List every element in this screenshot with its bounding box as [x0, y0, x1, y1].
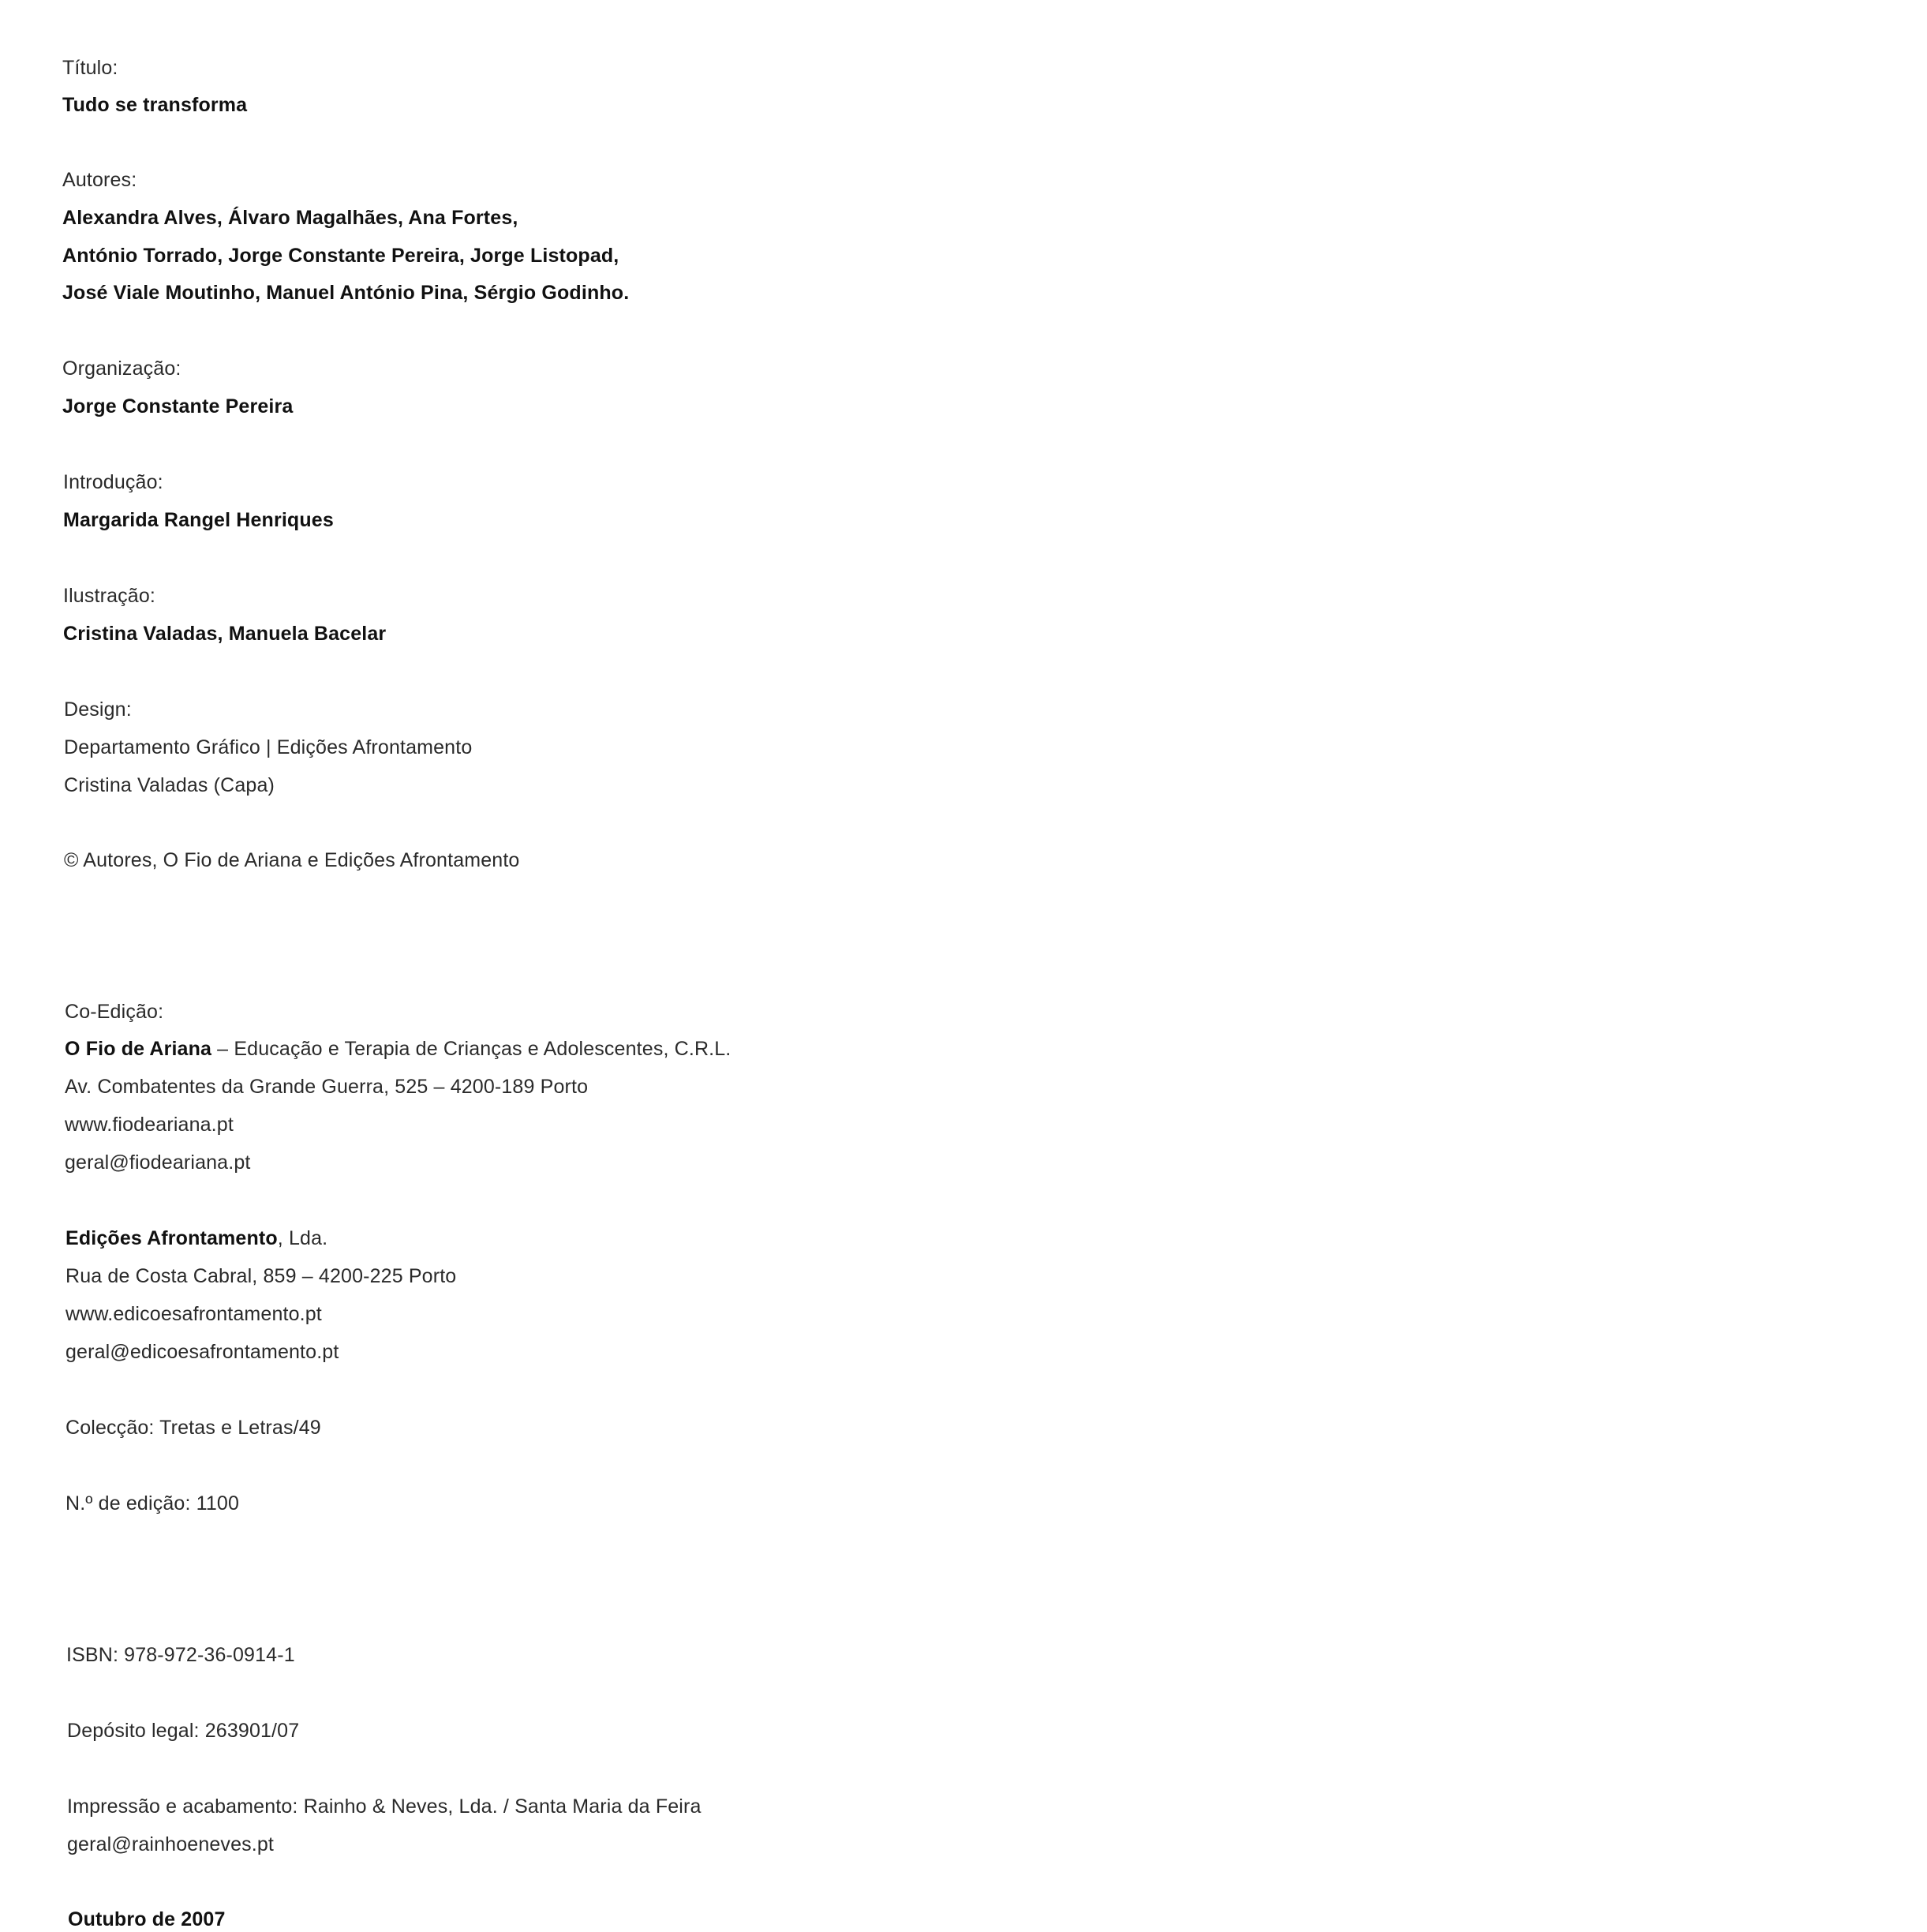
title-label: Título: — [62, 57, 118, 79]
afrontamento-email: geral@edicoesafrontamento.pt — [65, 1341, 339, 1363]
fio-de-ariana-address: Av. Combatentes da Grande Guerra, 525 – 4200-189 Porto — [65, 1076, 589, 1098]
edition-number: N.º de edição: 1100 — [65, 1492, 240, 1515]
organization-label: Organização: — [62, 358, 181, 380]
fio-de-ariana-email: geral@fiodeariana.pt — [65, 1151, 251, 1174]
design-line-1: Departamento Gráfico | Edições Afrontamento — [64, 736, 473, 758]
copyright-notice: © Autores, O Fio de Ariana e Edições Afrontamento — [64, 849, 520, 871]
organization-value: Jorge Constante Pereira — [62, 395, 294, 417]
authors-line-3: José Viale Moutinho, Manuel António Pina, Sérgio Godinho. — [62, 282, 630, 304]
fio-de-ariana-description: – Educação e Terapia de Crianças e Adolescentes, C.R.L. — [211, 1038, 732, 1060]
collection-line: Colecção: Tretas e Letras/49 — [65, 1417, 321, 1439]
illustration-value: Cristina Valadas, Manuela Bacelar — [63, 623, 387, 645]
afrontamento-address: Rua de Costa Cabral, 859 – 4200-225 Porto — [65, 1265, 457, 1287]
printing-email: geral@rainhoeneves.pt — [67, 1833, 275, 1855]
design-line-2: Cristina Valadas (Capa) — [64, 774, 275, 796]
illustration-label: Ilustração: — [63, 585, 155, 607]
publication-date: Outubro de 2007 — [68, 1908, 226, 1930]
introduction-label: Introdução: — [63, 471, 163, 493]
authors-line-1: Alexandra Alves, Álvaro Magalhães, Ana Fortes, — [62, 207, 518, 229]
fio-de-ariana-name: O Fio de Ariana — [65, 1038, 212, 1060]
authors-line-2: António Torrado, Jorge Constante Pereira, Jorge Listopad, — [62, 245, 619, 267]
authors-label: Autores: — [62, 169, 137, 191]
afrontamento-name: Edições Afrontamento — [65, 1227, 278, 1249]
coedition-label: Co-Edição: — [65, 1001, 164, 1023]
introduction-value: Margarida Rangel Henriques — [63, 509, 334, 531]
fio-de-ariana-website: www.fiodeariana.pt — [65, 1114, 234, 1136]
isbn: ISBN: 978-972-36-0914-1 — [66, 1644, 295, 1666]
coedition-fio-line — [65, 1036, 731, 1061]
afrontamento-website: www.edicoesafrontamento.pt — [65, 1303, 322, 1325]
design-label: Design: — [64, 698, 132, 721]
afrontamento-suffix: , Lda. — [277, 1227, 328, 1249]
legal-deposit: Depósito legal: 263901/07 — [67, 1720, 300, 1742]
coedition-afrontamento-line — [65, 1226, 327, 1251]
book-title: Tudo se transforma — [62, 94, 248, 116]
printing-line: Impressão e acabamento: Rainho & Neves, Lda. / Santa Maria da Feira — [67, 1795, 702, 1818]
